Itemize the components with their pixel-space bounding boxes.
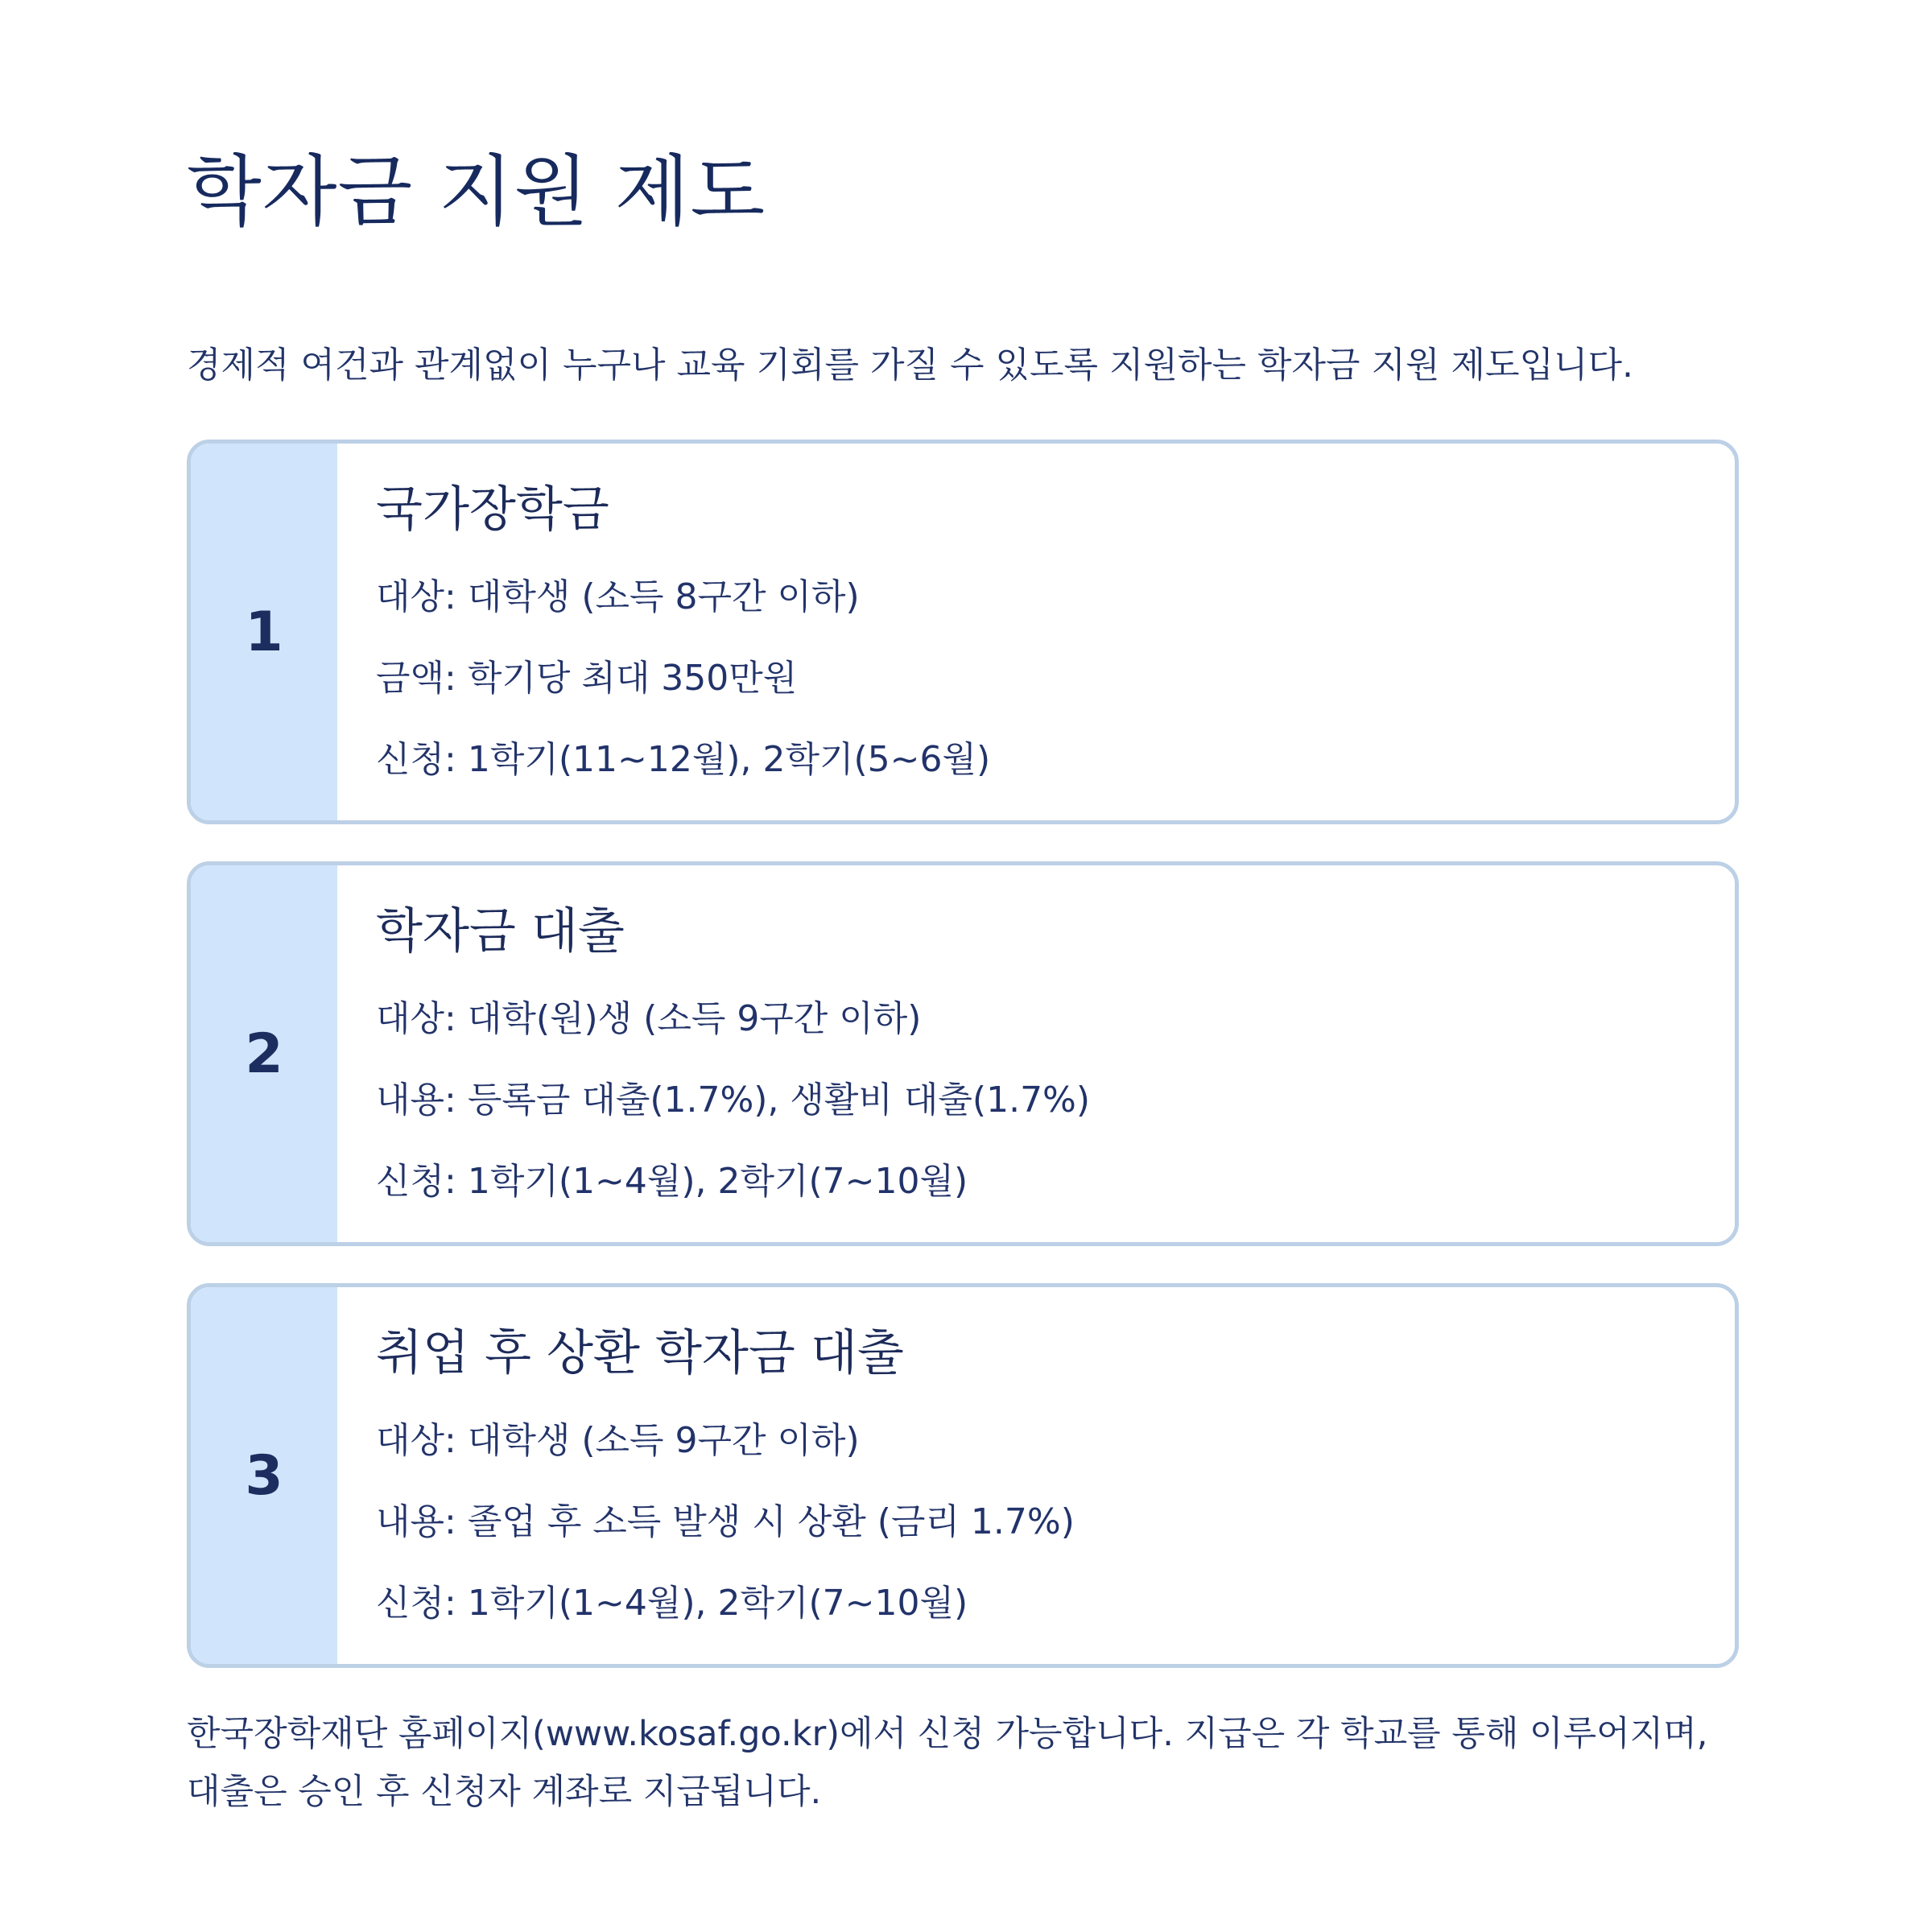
program-body bbox=[337, 865, 1735, 1242]
program-detail-application: 신청: 1학기(11~12월), 2학기(5~6월) bbox=[376, 739, 991, 780]
program-number: 3 bbox=[191, 1287, 337, 1664]
program-card-income-contingent-loan bbox=[187, 1283, 1739, 1668]
program-detail-target: 대상: 대학(원)생 (소득 9구간 이하) bbox=[376, 998, 922, 1039]
program-number: 1 bbox=[191, 444, 337, 820]
page-title: 학자금 지원 제도 bbox=[187, 147, 766, 237]
program-details bbox=[376, 556, 1735, 800]
program-details bbox=[376, 978, 1735, 1222]
program-title: 취업 후 상환 학자금 대출 bbox=[376, 1325, 904, 1381]
program-detail-application: 신청: 1학기(1~4월), 2학기(7~10월) bbox=[376, 1161, 968, 1202]
program-detail-target: 대상: 대학생 (소득 8구간 이하) bbox=[376, 576, 860, 617]
program-detail-target: 대상: 대학생 (소득 9구간 이하) bbox=[376, 1420, 860, 1461]
program-details bbox=[376, 1400, 1735, 1644]
program-detail-content: 내용: 등록금 대출(1.7%), 생활비 대출(1.7%) bbox=[376, 1080, 1091, 1121]
program-body bbox=[337, 1287, 1735, 1664]
program-card-national-scholarship bbox=[187, 440, 1739, 824]
program-detail-content: 내용: 졸업 후 소득 발생 시 상환 (금리 1.7%) bbox=[376, 1501, 1075, 1542]
program-detail-amount: 금액: 학기당 최대 350만원 bbox=[376, 658, 798, 699]
intro-text: 경제적 여건과 관계없이 누구나 교육 기회를 가질 수 있도록 지원하는 학자금 지원 제도입니다. bbox=[187, 345, 1633, 386]
footer-note: 한국장학재단 홈페이지(www.kosaf.go.kr)에서 신청 가능합니다. 지급은 각 학교를 통해 이루어지며, 대출은 승인 후 신청자 계좌로 지급됩니다. bbox=[187, 1714, 1708, 1812]
program-list bbox=[187, 440, 1739, 1668]
program-title: 국가장학금 bbox=[376, 481, 609, 538]
program-card-student-loan bbox=[187, 861, 1739, 1246]
program-title: 학자금 대출 bbox=[376, 903, 625, 960]
program-body bbox=[337, 444, 1735, 820]
program-detail-application: 신청: 1학기(1~4월), 2학기(7~10월) bbox=[376, 1583, 968, 1624]
program-number: 2 bbox=[191, 865, 337, 1242]
